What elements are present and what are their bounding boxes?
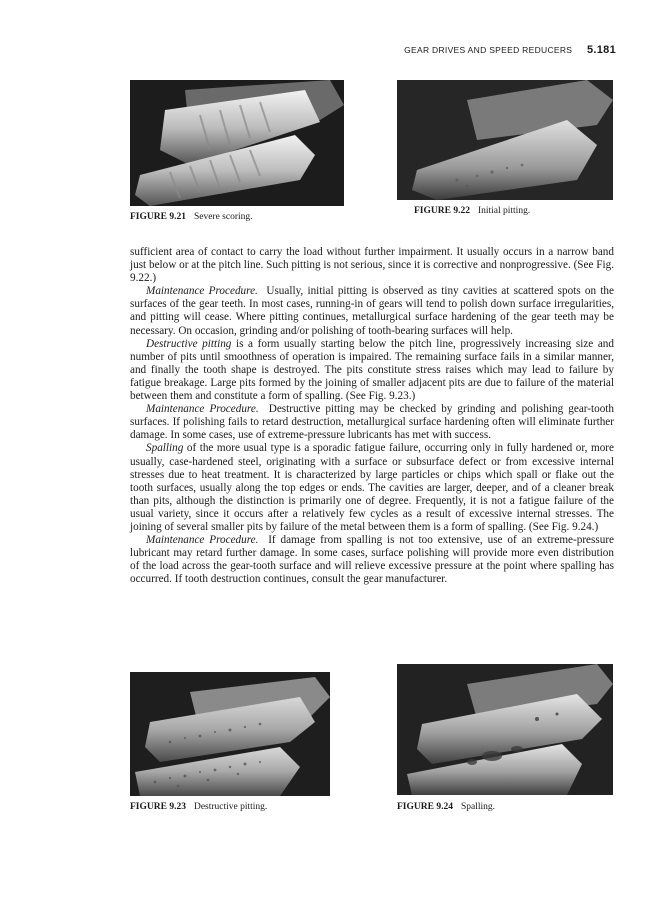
figure-label: FIGURE 9.21 (130, 212, 186, 222)
figure-caption-text: Destructive pitting. (193, 802, 268, 812)
figure-9-21-caption (130, 212, 253, 222)
running-header (404, 44, 616, 56)
figure-caption-text: Severe scoring. (193, 212, 253, 222)
paragraph-maintenance-initial (130, 285, 614, 337)
page-number: 5.181 (586, 44, 616, 56)
paragraph-maintenance-destructive (130, 403, 614, 442)
figure-9-22-photo (397, 80, 613, 200)
figure-label: FIGURE 9.23 (130, 802, 186, 812)
figure-caption-text: Spalling. (460, 802, 495, 812)
term-spalling: Spalling (146, 442, 184, 455)
figure-caption-text: Initial pitting. (477, 206, 531, 216)
paragraph-spalling (130, 442, 614, 534)
figure-9-22-caption (414, 206, 530, 216)
figure-9-24-caption (397, 802, 495, 812)
paragraph-text: is a form usually starting below the pitch line, progressively increasing size and number of pits until smoothness of operation is impaired. The remaining surface fails in a similar manner, and finally the tooth shape is destroyed. The pits constitute stress raises which may lead to failure by fatigue breakage. Large pits formed by the joining of smaller adjacent pits are due to failure of the material between them and constitute a form of spalling. (See Fig. 9.23.) (130, 337, 614, 403)
running-title: GEAR DRIVES AND SPEED REDUCERS (404, 45, 573, 55)
paragraph-maintenance-spalling (130, 534, 614, 586)
body-text (130, 246, 614, 586)
run-in-heading: Maintenance Procedure. (146, 403, 259, 416)
figure-label: FIGURE 9.24 (397, 802, 453, 812)
paragraph-text: Destructive pitting may be checked by grinding and polishing gear-tooth surfaces. If polishing fails to retard destruction, metallurgical surface hardening often will eliminate further damage. In some cases, use of extreme-pressure lubricants has met with success. (130, 403, 615, 442)
figure-9-21-photo (130, 80, 344, 206)
figure-9-24-photo (397, 664, 613, 795)
figure-9-23-photo (130, 672, 330, 796)
figure-9-23-caption (130, 802, 267, 812)
paragraph-initial-pitting-continued: sufficient area of contact to carry the load without further impairment. It usually occurs in a narrow band just below or at the pitch line. Such pitting is not serious, since it is corrective and nonprogressive. (See Fig. 9.22.) (130, 246, 614, 285)
run-in-heading: Maintenance Procedure. (146, 534, 259, 547)
term-destructive-pitting: Destructive pitting (146, 337, 232, 350)
run-in-heading: Maintenance Procedure. (146, 285, 258, 298)
paragraph-text: Usually, initial pitting is observed as tiny cavities at scattered spots on the surfaces of the gear teeth. In most cases, running-in of gears will tend to polish down surface irregularities, and pitting will cease. Where pitting continues, metallurgical surface hardening of the gear teeth may be necessary. On occasion, grinding and/or polishing of tooth-bearing surfaces will help. (130, 285, 614, 337)
figure-label: FIGURE 9.22 (414, 206, 470, 216)
paragraph-text: If damage from spalling is not too extensive, use of an extreme-pressure lubricant may retard further damage. In some cases, surface polishing will provide more even distribution of the load across the gear-tooth surface and will relieve excessive pressure at the point where spalling has occurred. If tooth destruction continues, consult the gear manufacturer. (130, 534, 615, 586)
paragraph-text: of the more usual type is a sporadic fatigue failure, occurring only in fully hardened or, more usually, case-hardened steel, originating with a surface or subsurface defect or from excessive internal stresses due to heat treatment. It is characterized by large particles or chips which spall or flake out the tooth surfaces, usually along the top edges or ends. The cavities are larger, deeper, and of a cleaner break than pits, although the distinction is primarily one of degree. Frequently, it is not a fatigue failure of the usual variety, since it occurs after a relatively few cycles as a result of excessive internal stresses. The joining of several smaller pits by failure of the metal between them is a form of spalling. (See Fig. 9.24.) (130, 442, 615, 533)
paragraph-destructive-pitting (130, 338, 614, 403)
